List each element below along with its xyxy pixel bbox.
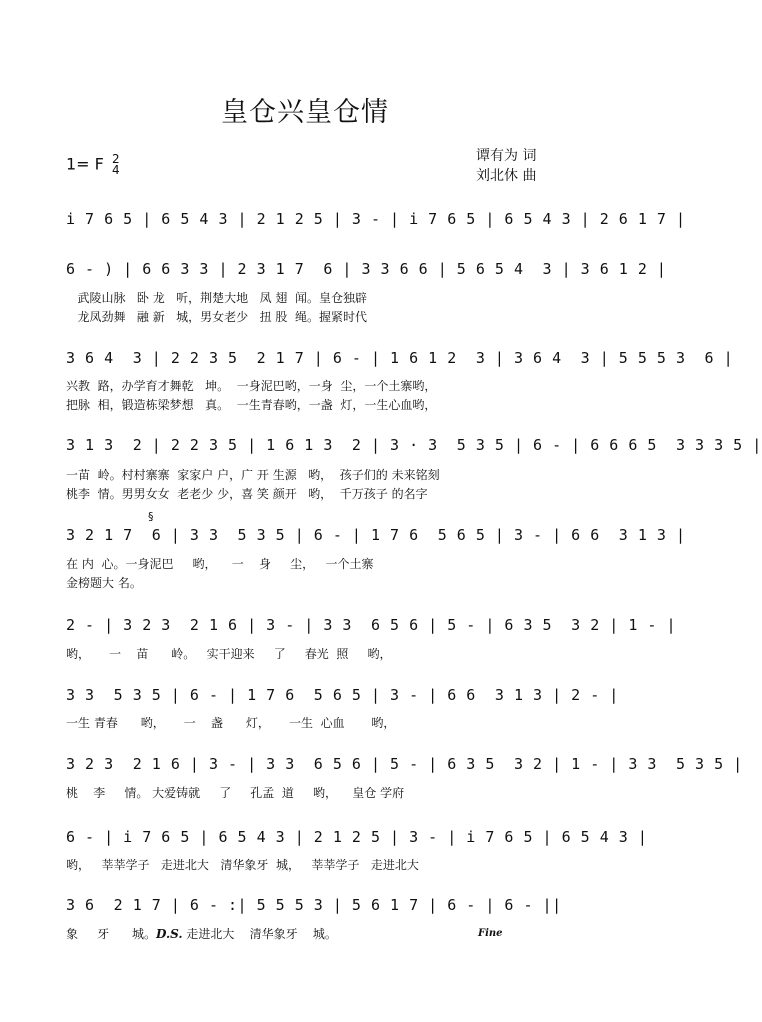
lyric-line-2b: 龙凤劲舞 融 新 城，男女老少 扭 股 绳。握紧时代 <box>66 310 368 324</box>
notation-line-2: 6 - ) | 6 6 3 3 | 2 3 1 7 6 | 3 3 6 6 | 5 6 5 4 3 | 3 6 1 2 | <box>66 260 667 278</box>
key-signature <box>66 154 120 176</box>
lyric-line-6: 哟， 一 苗 岭。 实干迎来 了 春光 照 哟， <box>66 647 392 661</box>
lyric-line-2a: 武陵山脉 卧 龙 听，荆楚大地 凤 翅 闻。皇仓独辟 <box>66 291 368 305</box>
lyric-line-3b: 把脉 相，锻造栋梁梦想 真。 一生青春哟，一盏 灯，一生心血哟， <box>66 398 437 412</box>
notation-line-5: 3 2 1 7 6 | 3 3 5 3 5 | 6 - | 1 7 6 5 6 5 | 3 - | 6 6 3 1 3 | <box>66 526 686 544</box>
key-label: 1= F <box>66 154 104 174</box>
lyric-line-7: 一生 青春 哟， 一 盏 灯， 一生 心血 哟， <box>66 716 396 730</box>
notation-line-8: 3 2 3 2 1 6 | 3 - | 3 3 6 5 6 | 5 - | 6 3 5 3 2 | 1 - | 3 3 5 3 5 | <box>66 755 743 773</box>
notation-line-9: 6 - | i 7 6 5 | 6 5 4 3 | 2 1 2 5 | 3 - | i 7 6 5 | 6 5 4 3 | <box>66 828 648 846</box>
page-title: 皇仓兴皇仓情 <box>221 97 389 128</box>
lyric-line-9: 哟， 莘莘学子 走进北大 清华象牙 城， 莘莘学子 走进北大 <box>66 858 419 872</box>
lyric-line-10-text: 象 牙 城。 <box>66 927 156 941</box>
ds-marking: D.S. <box>155 927 183 941</box>
lyricist: 谭有为 词 <box>476 148 537 164</box>
notation-line-10: 3 6 2 1 7 | 6 - :| 5 5 5 3 | 5 6 1 7 | 6 - | 6 - || <box>66 896 562 914</box>
composer: 刘北休 曲 <box>476 168 537 184</box>
fine-marking: Fine <box>478 928 503 939</box>
segno-sign: § <box>148 510 154 523</box>
time-top: 2 <box>111 152 120 166</box>
lyric-line-3a: 兴教 路，办学育才舞乾 坤。 一身泥巴哟，一身 尘，一个土寨哟， <box>66 379 437 393</box>
notation-line-3: 3 6 4 3 | 2 2 3 5 2 1 7 | 6 - | 1 6 1 2 3 | 3 6 4 3 | 5 5 5 3 6 | <box>66 349 734 367</box>
lyric-line-5b: 金榜题大 名。 <box>66 576 142 590</box>
lyric-line-8: 桃 李 情。 大爱铸就 了 孔孟 道 哟， 皇仓 学府 <box>66 786 405 800</box>
lyric-line-10-rest: 走进北大 清华象牙 城。 <box>182 927 337 941</box>
time-bottom: 4 <box>111 163 120 177</box>
notation-line-7: 3 3 5 3 5 | 6 - | 1 7 6 5 6 5 | 3 - | 6 6 3 1 3 | 2 - | <box>66 686 619 704</box>
lyric-line-4a: 一苗 岭。村村寨寨 家家户 户，广 开 生源 哟， 孩子们的 未来铭刻 <box>66 468 440 482</box>
lyric-line-5a: 在 内 心。一身泥巴 哟， 一 身 尘， 一个土寨 <box>66 557 374 571</box>
notation-line-4: 3 1 3 2 | 2 2 3 5 | 1 6 1 3 2 | 3 · 3 5 3 5 | 6 - | 6 6 6 5 3 3 3 5 | <box>66 436 762 454</box>
notation-line-1: i 7 6 5 | 6 5 4 3 | 2 1 2 5 | 3 - | i 7 6 5 | 6 5 4 3 | 2 6 1 7 | <box>66 210 686 228</box>
credits <box>476 146 536 186</box>
notation-line-6: 2 - | 3 2 3 2 1 6 | 3 - | 3 3 6 5 6 | 5 - | 6 3 5 3 2 | 1 - | <box>66 616 676 634</box>
lyric-line-4b: 桃李 情。男男女女 老老少 少，喜 笑 颜开 哟， 千万孩子 的名字 <box>66 487 428 501</box>
time-signature <box>112 154 120 176</box>
